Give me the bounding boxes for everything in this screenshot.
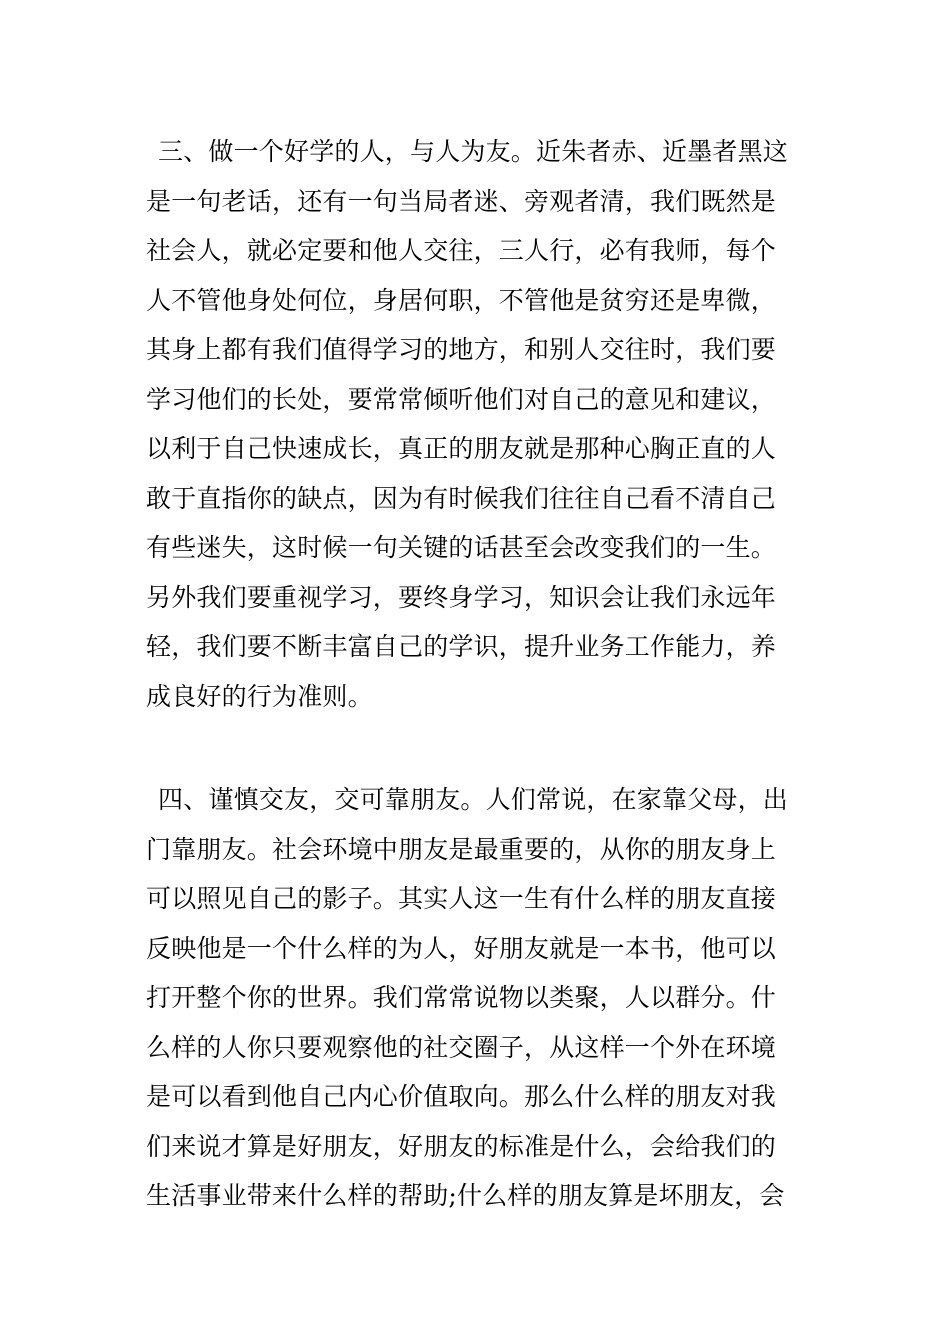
text-line: 反映他是一个什么样的为人，好朋友就是一本书，他可以 <box>146 933 777 963</box>
text-line: 轻，我们要不断丰富自己的学识，提升业务工作能力，养 <box>146 632 777 661</box>
text-line: 么样的人你只要观察他的社交圈子，从这样一个外在环境 <box>146 1032 777 1062</box>
text-line: 敢于直指你的缺点，因为有时候我们往往自己看不清自己 <box>146 483 777 513</box>
text-line: 门靠朋友。社会环境中朋友是最重要的，从你的朋友身上 <box>146 834 777 864</box>
text-line: 另外我们要重视学习，要终身学习，知识会让我们永远年 <box>146 582 777 612</box>
text-line: 以利于自己快速成长，真正的朋友就是那种心胸正直的人 <box>146 434 777 463</box>
text-line: 成良好的行为准则。 <box>146 681 373 711</box>
text-line: 四、谨慎交友，交可靠朋友。人们常说，在家靠父母，出 <box>158 785 789 814</box>
text-line: 可以照见自己的影子。其实人这一生有什么样的朋友直接 <box>146 884 777 913</box>
text-line: 们来说才算是好朋友，好朋友的标准是什么，会给我们的 <box>146 1131 777 1161</box>
paragraph-three <box>146 127 826 721</box>
text-line: 学习他们的长处，要常常倾听他们对自己的意见和建议， <box>146 384 777 414</box>
text-line: 三、做一个好学的人，与人为友。近朱者赤、近墨者黑这 <box>158 137 789 166</box>
text-line: 打开整个你的世界。我们常常说物以类聚，人以群分。什 <box>146 983 777 1012</box>
paragraph-four <box>146 775 826 1221</box>
text-line: 社会人，就必定要和他人交往，三人行，必有我师，每个 <box>146 236 777 265</box>
text-line: 其身上都有我们值得学习的地方，和别人交往时，我们要 <box>146 335 777 364</box>
text-line: 是一句老话，还有一句当局者迷、旁观者清，我们既然是 <box>146 186 777 216</box>
text-line: 人不管他身处何位，身居何职，不管他是贫穷还是卑微， <box>146 285 777 315</box>
text-line: 有些迷失，这时候一句关键的话甚至会改变我们的一生。 <box>146 533 777 562</box>
text-line: 是可以看到他自己内心价值取向。那么什么样的朋友对我 <box>146 1082 777 1111</box>
text-line: 生活事业带来什么样的帮助;什么样的朋友算是坏朋友，会 <box>146 1181 785 1210</box>
